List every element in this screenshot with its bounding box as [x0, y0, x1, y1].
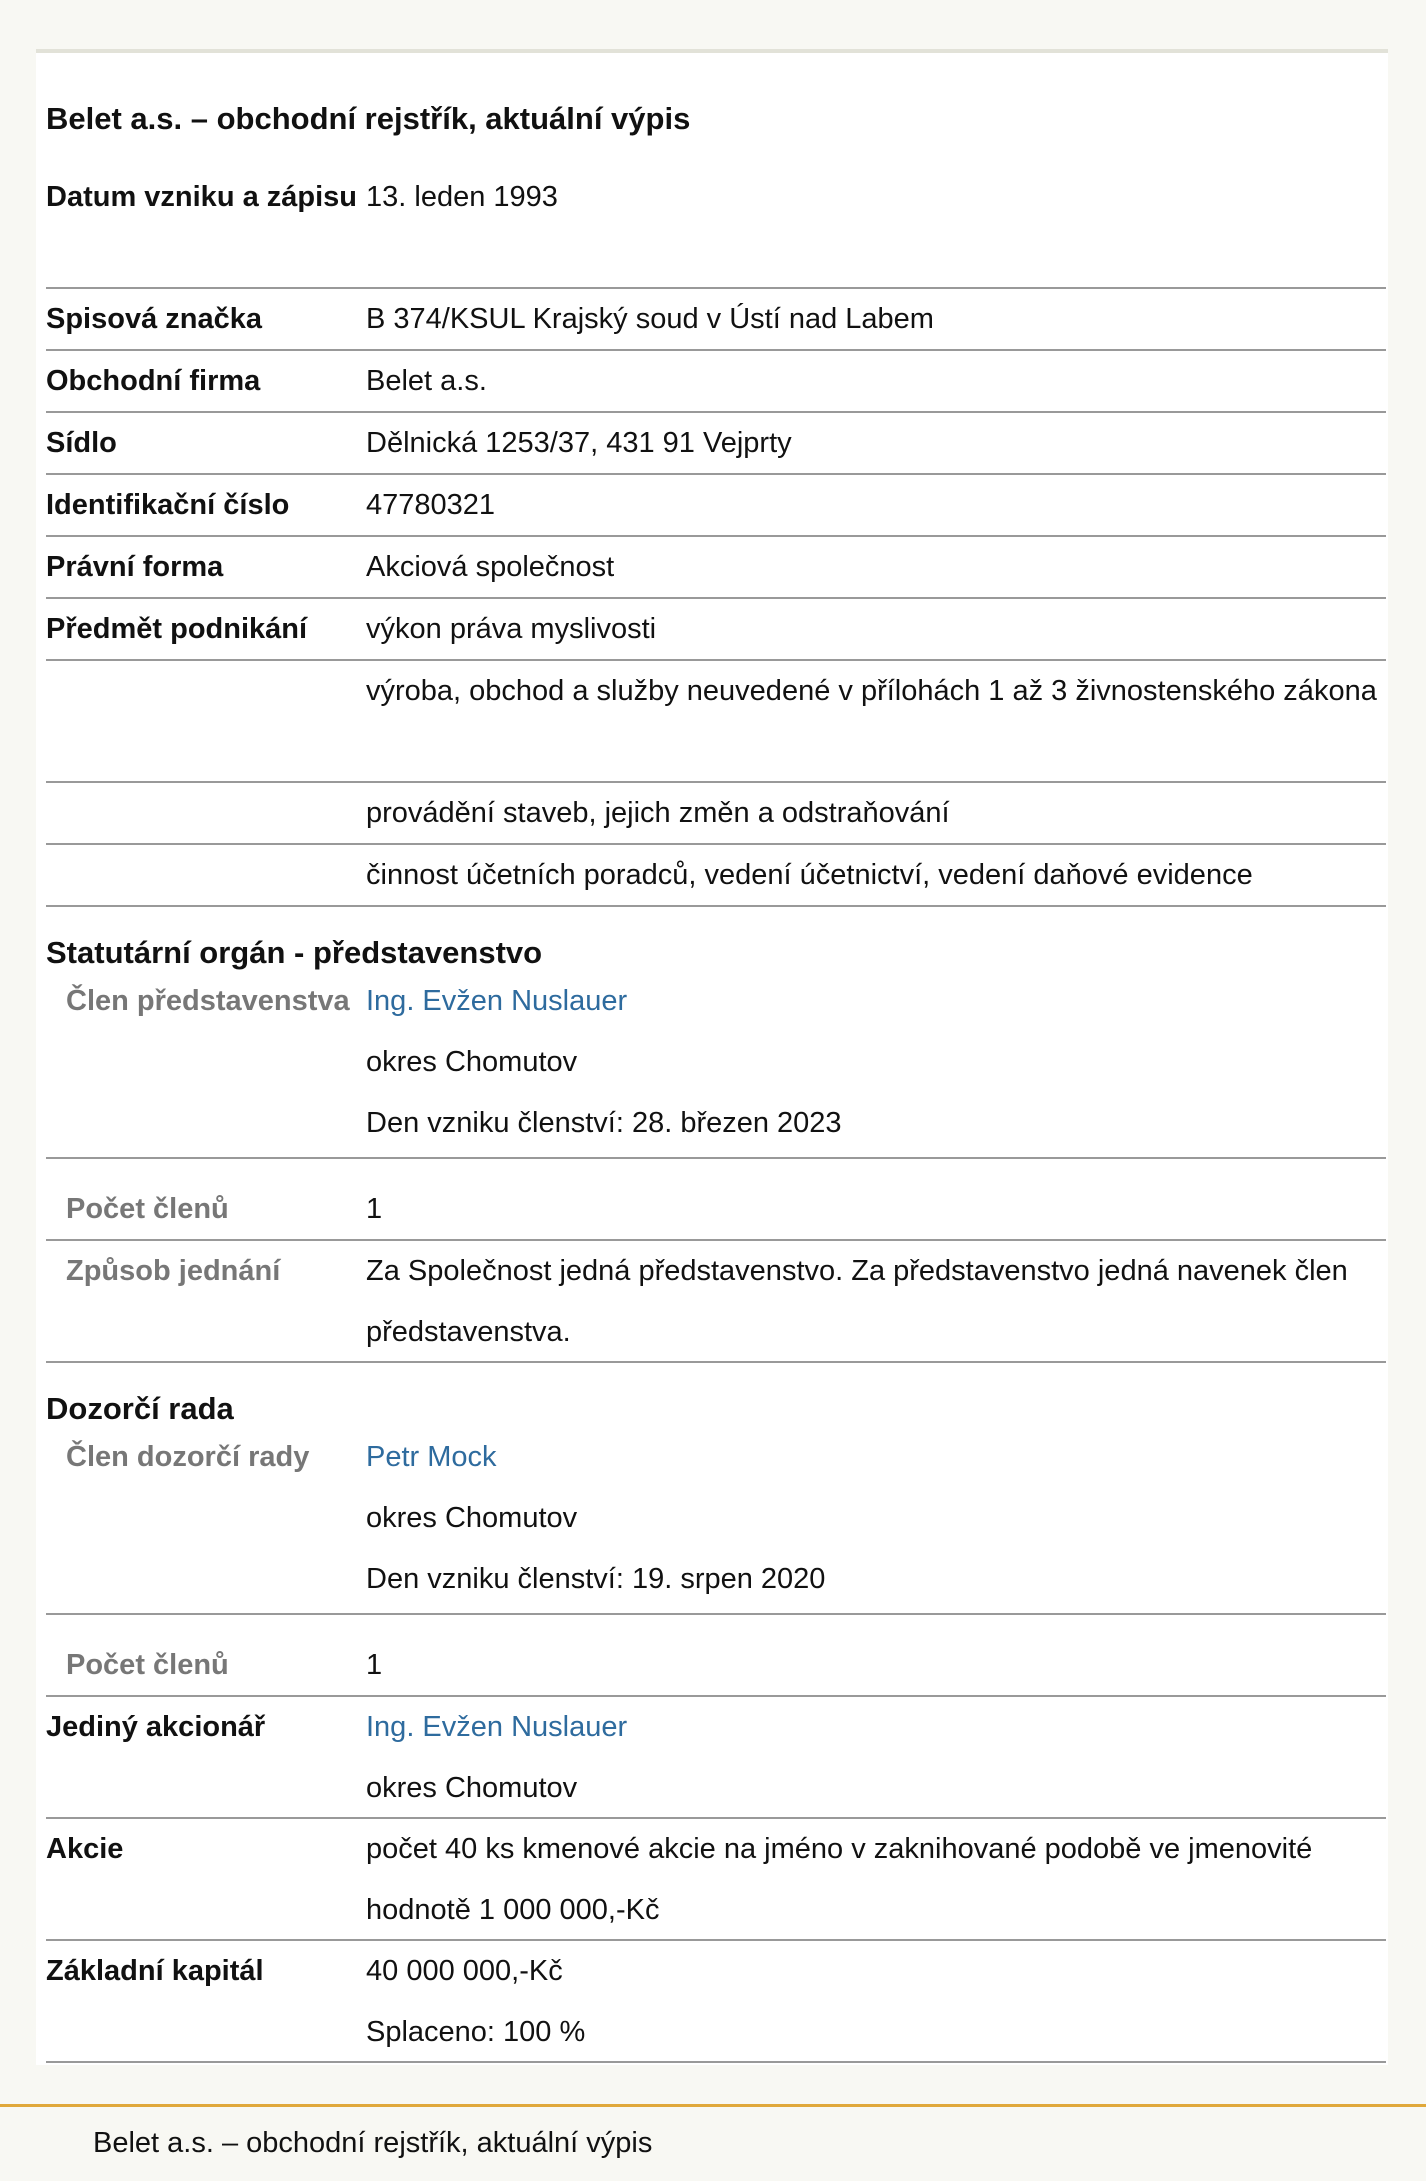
- row-predmet-3: [46, 783, 1386, 845]
- label-statutory-count: Počet členů: [66, 1193, 229, 1225]
- section-heading-statutory: Statutární orgán - představenstvo: [46, 935, 543, 970]
- section-heading-supervisory: Dozorčí rada: [46, 1391, 234, 1426]
- value-datum-vzniku: 13. leden 1993: [366, 181, 558, 213]
- value-statutory-member: [366, 971, 1386, 1157]
- statutory-member-district: okres Chomutov: [366, 1046, 578, 1078]
- capital-amount: 40 000 000,-Kč: [366, 1955, 563, 1987]
- label-sidlo: Sídlo: [46, 427, 117, 459]
- value-predmet-4: činnost účetních poradců, vedení účetnictví, vedení daňové evidence: [366, 859, 1253, 891]
- value-sidlo: Dělnická 1253/37, 431 91 Vejprty: [366, 427, 792, 459]
- row-statutory-manner: [46, 1241, 1386, 1363]
- shareholder-link[interactable]: Ing. Evžen Nuslauer: [366, 1711, 628, 1743]
- row-pravni-forma: [46, 537, 1386, 599]
- value-predmet-2: výroba, obchod a služby neuvedené v přílohách 1 až 3 živnostenského zákona: [366, 675, 1377, 707]
- value-pravni-forma: Akciová společnost: [366, 551, 615, 583]
- row-ico: [46, 475, 1386, 537]
- row-capital: [46, 1941, 1386, 2063]
- row-obchodni-firma: [46, 351, 1386, 413]
- label-obchodni-firma: Obchodní firma: [46, 365, 261, 397]
- label-shareholder: Jediný akcionář: [46, 1711, 266, 1743]
- value-capital: [366, 1941, 1386, 2061]
- label-empty: [46, 783, 366, 843]
- row-statutory-count: [46, 1159, 1386, 1241]
- footer-title: Belet a.s. – obchodní rejstřík, aktuální výpis: [93, 2127, 653, 2159]
- label-empty: [46, 845, 366, 905]
- value-predmet-1: výkon práva myslivosti: [366, 613, 657, 645]
- extract-content: [46, 53, 1386, 2063]
- supervisory-member-since: Den vzniku členství: 19. srpen 2020: [366, 1563, 826, 1595]
- row-predmet-4: [46, 845, 1386, 907]
- statutory-member-link[interactable]: Ing. Evžen Nuslauer: [366, 985, 628, 1017]
- value-predmet-3: provádění staveb, jejich změn a odstraňování: [366, 797, 950, 829]
- value-statutory-count: 1: [366, 1193, 383, 1225]
- label-statutory-manner: Způsob jednání: [66, 1255, 281, 1287]
- label-empty: [46, 661, 366, 781]
- label-ico: Identifikační číslo: [46, 489, 290, 521]
- label-statutory-member: Člen představenstva: [66, 985, 350, 1017]
- value-supervisory-member: [366, 1427, 1386, 1613]
- row-sidlo: [46, 413, 1386, 475]
- value-obchodni-firma: Belet a.s.: [366, 365, 487, 397]
- row-datum-vzniku: [46, 167, 1386, 289]
- label-shares: Akcie: [46, 1833, 124, 1865]
- label-pravni-forma: Právní forma: [46, 551, 224, 583]
- supervisory-member-district: okres Chomutov: [366, 1502, 578, 1534]
- page-title: Belet a.s. – obchodní rejstřík, aktuální výpis: [46, 101, 691, 136]
- supervisory-member-link[interactable]: Petr Mock: [366, 1441, 497, 1473]
- row-supervisory-member: [46, 1427, 1386, 1615]
- row-shares: [46, 1819, 1386, 1941]
- footer: [0, 2104, 1426, 2181]
- row-statutory-member: [46, 971, 1386, 1159]
- shareholder-district: okres Chomutov: [366, 1772, 578, 1804]
- capital-paid: Splaceno: 100 %: [366, 2016, 586, 2048]
- row-predmet-2: [46, 661, 1386, 783]
- value-shares: počet 40 ks kmenové akcie na jméno v zaknihované podobě ve jmenovité hodnotě 1 000 000,-Kč: [366, 1833, 1313, 1926]
- value-ico: 47780321: [366, 489, 496, 521]
- row-shareholder: [46, 1697, 1386, 1819]
- value-spisova-znacka: B 374/KSUL Krajský soud v Ústí nad Labem: [366, 303, 934, 335]
- value-shareholder: [366, 1697, 1386, 1817]
- label-capital: Základní kapitál: [46, 1955, 264, 1987]
- label-supervisory-count: Počet členů: [66, 1649, 229, 1681]
- row-spisova-znacka: [46, 289, 1386, 351]
- value-statutory-manner: Za Společnost jedná představenstvo. Za představenstvo jedná navenek člen představenstva.: [366, 1255, 1348, 1348]
- statutory-member-since: Den vzniku členství: 28. březen 2023: [366, 1107, 842, 1139]
- label-datum-vzniku: Datum vzniku a zápisu: [46, 181, 358, 213]
- label-spisova-znacka: Spisová značka: [46, 303, 262, 335]
- value-supervisory-count: 1: [366, 1649, 383, 1681]
- label-predmet-podnikani: Předmět podnikání: [46, 613, 308, 645]
- row-predmet-1: [46, 599, 1386, 661]
- label-supervisory-member: Člen dozorčí rady: [66, 1441, 310, 1473]
- extract-card: [36, 49, 1388, 2065]
- row-supervisory-count: [46, 1615, 1386, 1697]
